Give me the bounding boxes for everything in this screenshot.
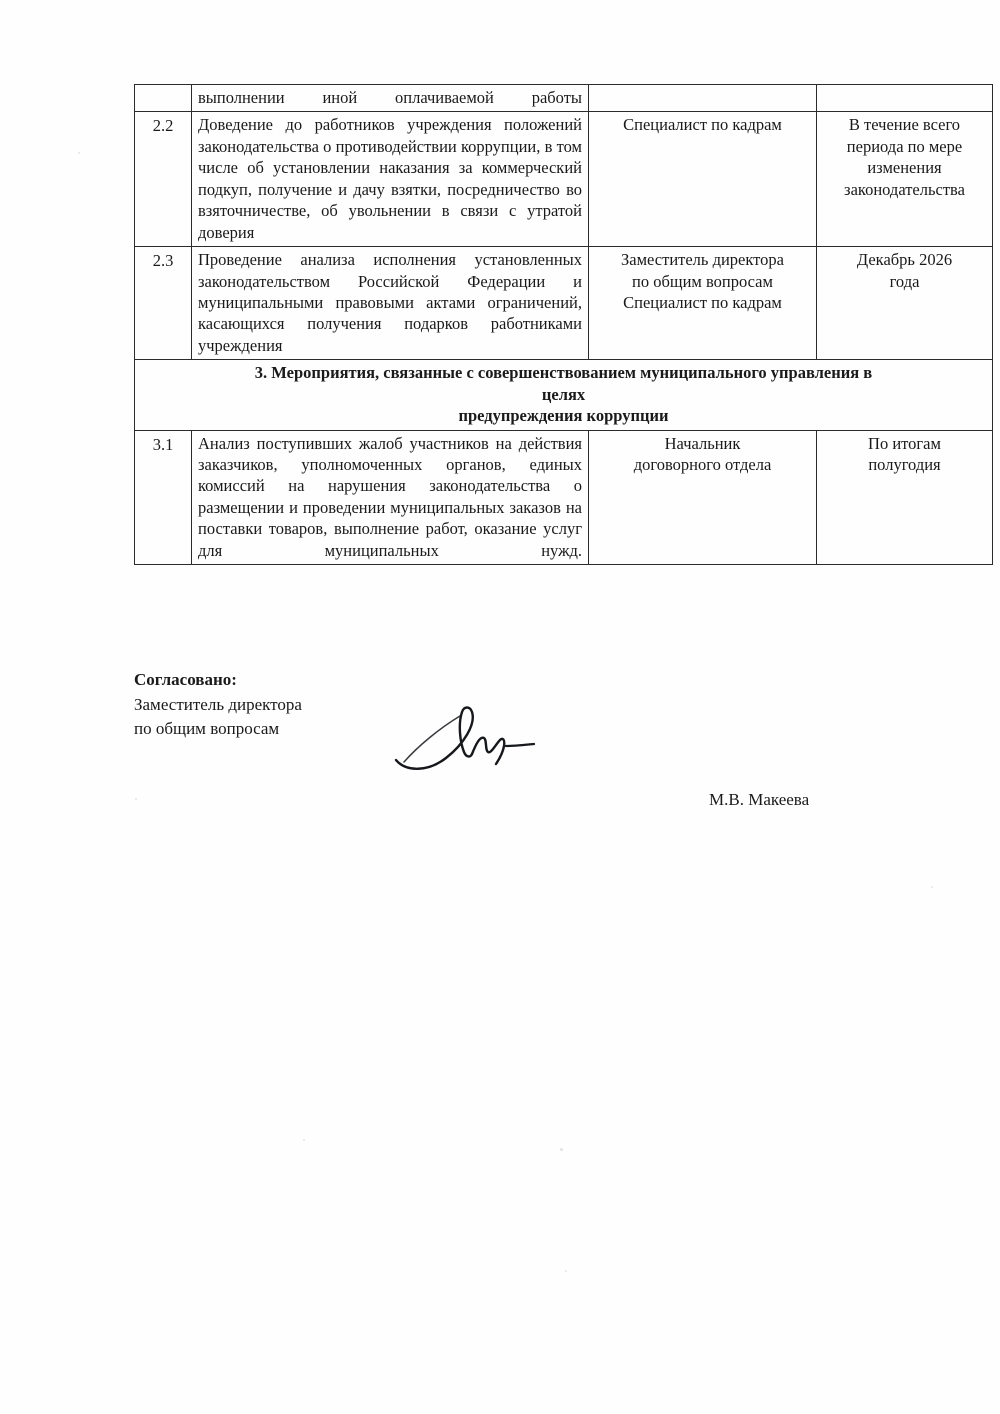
corruption-plan-table	[134, 84, 993, 565]
row-term-cell	[817, 112, 993, 247]
row-event-cell	[192, 430, 589, 565]
approval-role-line-2: по общим вопросам	[134, 719, 280, 739]
row-number-cell: 2.2	[135, 112, 192, 247]
responsible-line: Специалист по кадрам	[623, 292, 782, 312]
row-responsible-cell	[589, 247, 817, 360]
row-event-cell	[192, 247, 589, 360]
term-line: В течение всего	[848, 115, 961, 135]
row-term-cell	[817, 85, 993, 112]
approval-block	[134, 668, 894, 809]
responsible-line: договорного отдела	[633, 455, 772, 474]
row-term-cell	[817, 247, 993, 360]
scan-speck	[303, 1139, 305, 1141]
row-event-cell	[192, 112, 589, 247]
responsible-line: Специалист по кадрам	[623, 115, 782, 135]
scan-speck	[565, 1270, 567, 1272]
row-responsible-cell	[589, 430, 817, 565]
section-heading-line-1: 3. Мероприятия, связанные с совершенствованием муниципального управления в	[254, 363, 873, 383]
term-line: законодательства	[844, 179, 965, 199]
table-row	[135, 430, 993, 565]
approval-title: Согласовано:	[134, 670, 237, 689]
row-event-text: Доведение до работников учреждения положений законодательства о противодействии коррупции, в том числе об установлении наказания за коммерческий подкуп, получение и дачу взятки, посредничество во взяточничестве, об увольнении в связи с утратой доверия	[198, 115, 582, 242]
scan-speck	[135, 798, 137, 800]
row-responsible-cell	[589, 112, 817, 247]
term-line: Декабрь 2026	[856, 250, 953, 270]
table-row	[135, 112, 993, 247]
term-line: года	[889, 271, 920, 291]
table-row	[135, 247, 993, 360]
approval-role-line-1: Заместитель директора	[134, 694, 302, 714]
table-row	[135, 85, 993, 112]
term-line: изменения	[867, 158, 942, 178]
row-responsible-cell	[589, 85, 817, 112]
responsible-line: по общим вопросам	[632, 271, 773, 291]
row-event-text: Проведение анализа исполнения установленных законодательством Российской Федерации и муниципальными правовыми актами ограничений, касающихся получения подарков работниками учреждения	[198, 250, 582, 355]
scan-speck	[560, 1148, 563, 1151]
row-number-cell: 3.1	[135, 430, 192, 565]
section-heading-line-3: предупреждения коррупции	[458, 406, 669, 426]
scan-speck	[931, 886, 933, 888]
scan-speck	[78, 152, 80, 154]
section-heading-line-2: целях	[541, 384, 586, 404]
term-line: периода по мере	[846, 136, 963, 156]
row-term-cell	[817, 430, 993, 565]
term-line: По итогам	[868, 433, 941, 453]
responsible-line: Начальник	[664, 433, 741, 453]
term-line: полугодия	[868, 455, 941, 474]
responsible-line: Заместитель директора	[621, 250, 784, 270]
approval-signer-name: М.В. Макеева	[709, 789, 810, 809]
row-event-cell: выполнении иной оплачиваемой работы	[192, 85, 589, 112]
section-heading-cell	[135, 360, 993, 430]
row-event-text: Анализ поступивших жалоб участников на действия заказчиков, уполномоченных органов, единых комиссий на нарушения законодательства о размещении и проведении муниципальных заказов на поставки товаров, выполнение работ, оказание услуг для муниципальных нужд.	[198, 433, 582, 560]
table-section-row	[135, 360, 993, 430]
row-number-cell: 2.3	[135, 247, 192, 360]
row-number-cell	[135, 85, 192, 112]
